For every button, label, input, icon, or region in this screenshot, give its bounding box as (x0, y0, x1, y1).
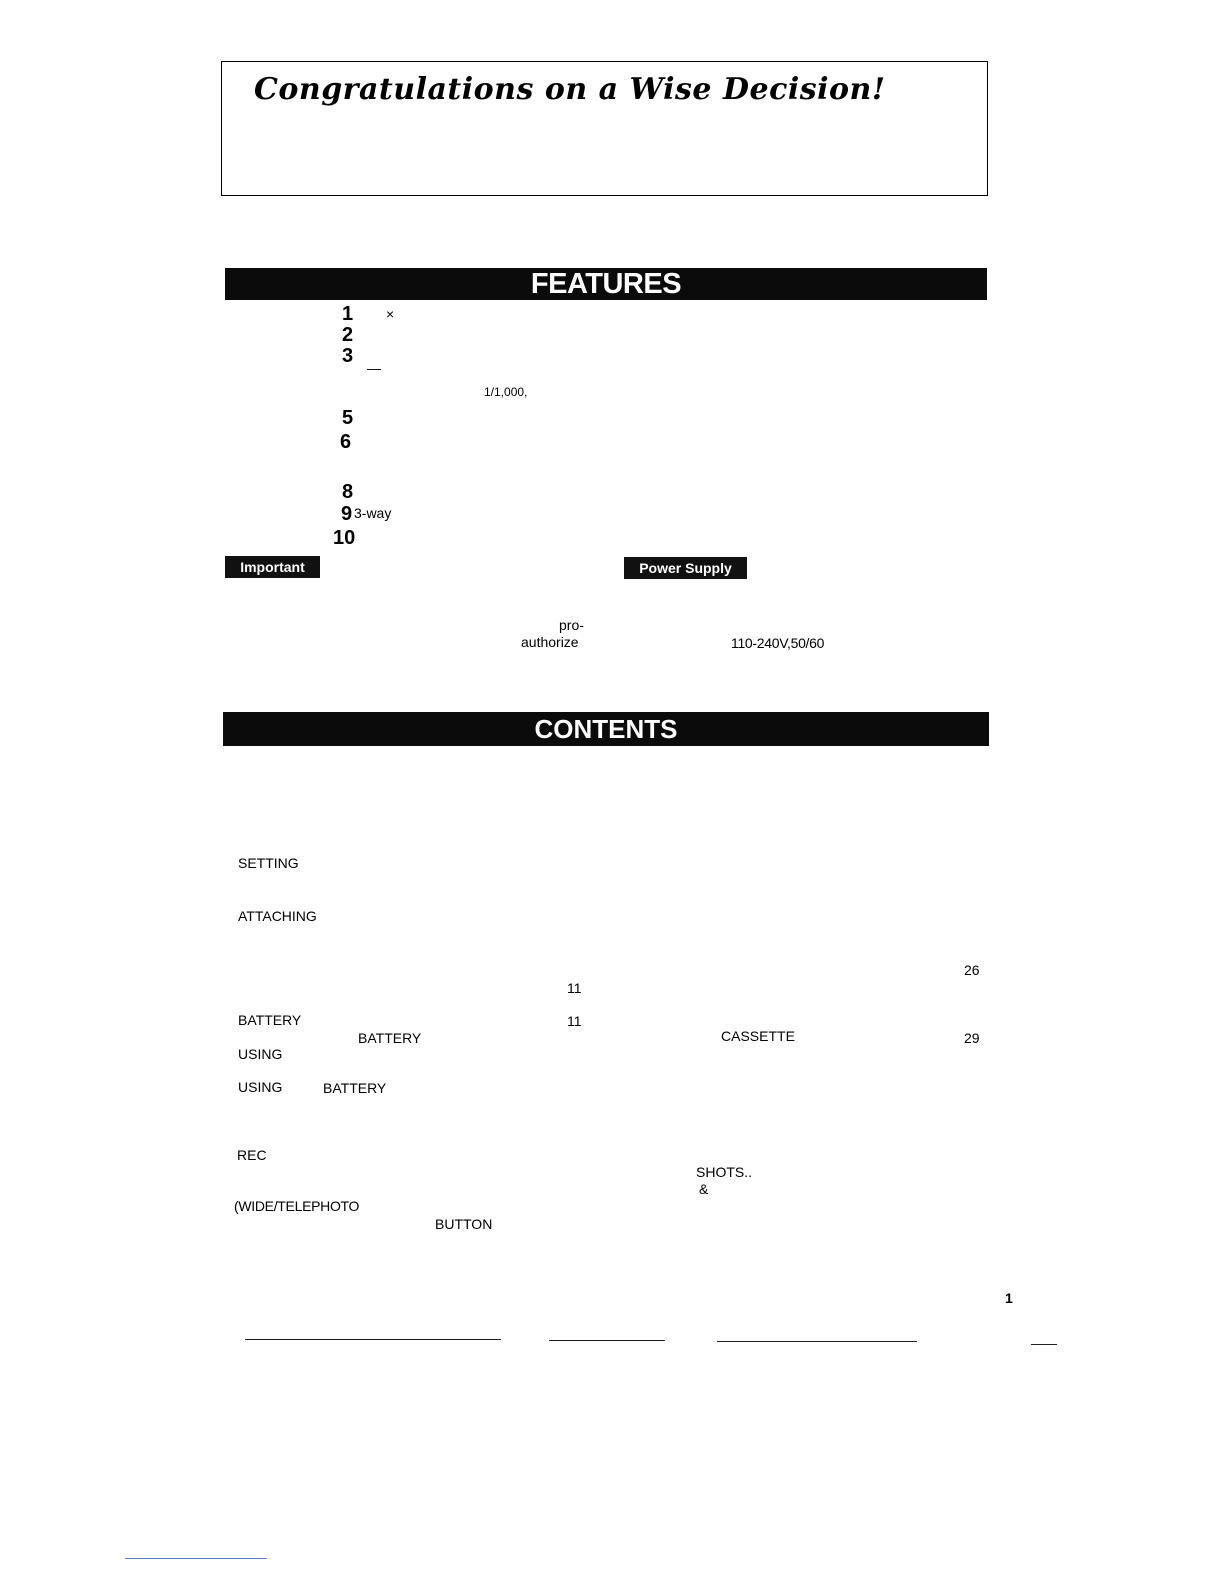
feature-number-8: 8 (342, 481, 354, 503)
feature-number-9: 9 (341, 503, 353, 525)
feature-number-1: 1 (342, 303, 354, 325)
contents-left-setting: SETTING (238, 855, 299, 871)
contents-right-shots: SHOTS.. (696, 1164, 753, 1180)
congratulations-title: Congratulations on a Wise Decision! (254, 72, 886, 107)
congratulations-box (221, 61, 988, 196)
contents-right-ampersand: & (699, 1181, 709, 1197)
contents-left-button: BUTTON (435, 1216, 493, 1232)
feature-fragment-9: 3-way (354, 505, 392, 521)
feature-number-10: 10 (333, 527, 356, 549)
feature-fragment-3: — (367, 360, 381, 376)
footer-link-underline (125, 1558, 267, 1559)
contents-left-battery: BATTERY (238, 1012, 302, 1028)
important-fragment-1: pro- (559, 617, 584, 633)
feature-number-5: 5 (342, 407, 354, 429)
important-label: Important (225, 556, 320, 578)
contents-heading: CONTENTS (223, 712, 989, 746)
bottom-rule-4 (1031, 1344, 1057, 1345)
feature-number-2: 2 (342, 324, 354, 346)
contents-left-battery-3: BATTERY (323, 1080, 387, 1096)
contents-left-battery-2: BATTERY (358, 1030, 422, 1046)
feature-number-6: 6 (340, 431, 352, 453)
contents-right-page-29: 29 (964, 1030, 980, 1046)
contents-left-page-11b: 11 (567, 1013, 582, 1029)
bottom-rule-3 (717, 1341, 917, 1342)
page-number: 1 (1005, 1290, 1013, 1306)
power-supply-label: Power Supply (624, 557, 747, 579)
bottom-rule-1 (245, 1339, 501, 1340)
feature-fragment-4: 1/1,000, (484, 385, 528, 399)
contents-left-wide-telephoto: (WIDE/TELEPHOTO (234, 1198, 360, 1214)
power-supply-fragment: 110-240V,50/60 (731, 635, 825, 651)
important-fragment-2: authorize (521, 634, 579, 650)
contents-left-attaching: ATTACHING (238, 908, 317, 924)
contents-left-using-2: USING (238, 1079, 283, 1095)
contents-left-page-11a: 11 (567, 980, 582, 996)
contents-right-page-26: 26 (964, 962, 980, 978)
contents-left-rec: REC (237, 1147, 267, 1163)
contents-right-cassette: CASSETTE (721, 1028, 795, 1044)
feature-number-3: 3 (342, 345, 354, 367)
bottom-rule-2 (549, 1340, 665, 1341)
feature-fragment-1: × (386, 306, 395, 322)
contents-left-using: USING (238, 1046, 283, 1062)
features-heading: FEATURES (225, 268, 987, 300)
